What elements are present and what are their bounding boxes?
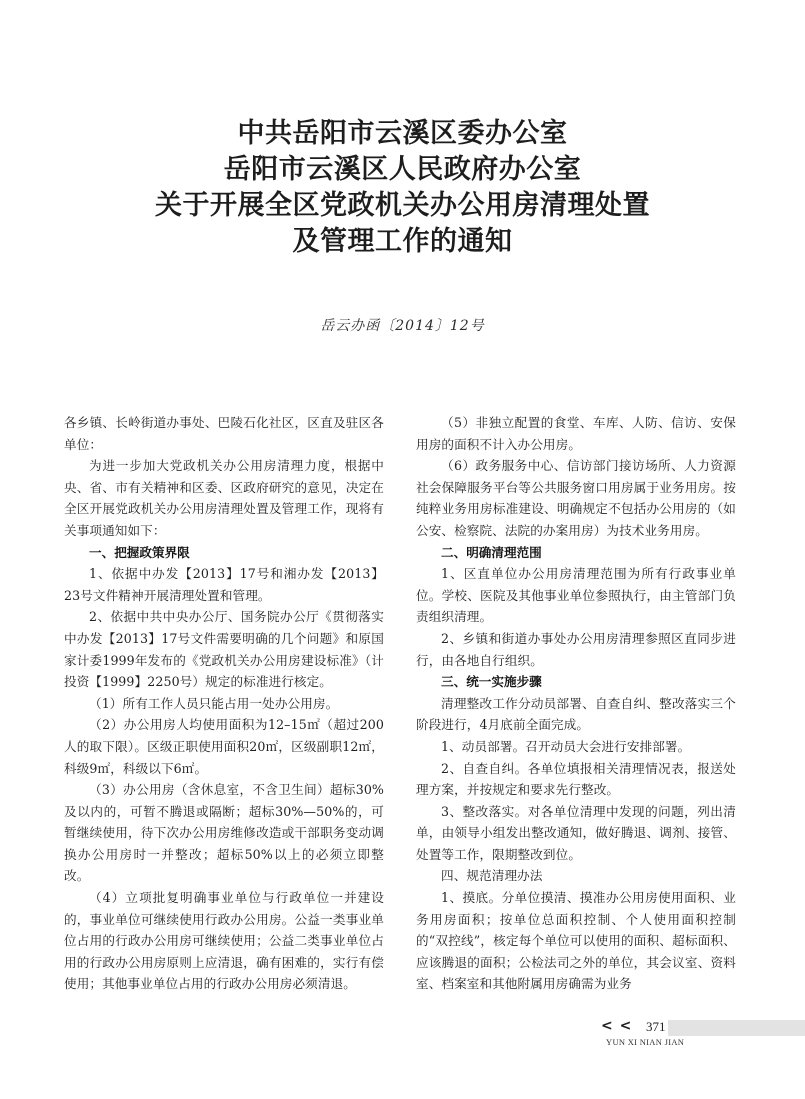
- document-title: [0, 116, 805, 260]
- paragraph: 四、规范清理办法: [441, 868, 543, 884]
- paragraph: 为进一步加大党政机关办公用房清理力度，根据中央、省、市有关精神和区委、区政府研究的意见，决定在全区开展党政机关办公用房清理处置及管理工作，现将有关事项通知如下：: [64, 458, 384, 538]
- paragraph: 1、摸底。分单位摸清、摸准办公用房使用面积、业务用房面积；按单位总面积控制、个人使用面积控制的“双控线”，核定每个单位可以使用的面积、超标面积、应该腾退的面积；公检法司之外的单位，其会议室、资料室、档案室和其他附属用房确需为业务: [416, 890, 736, 992]
- section-heading: 二、明确清理范围: [441, 544, 542, 560]
- paragraph: （3）办公用房（含休息室，不含卫生间）超标30%及以内的，可暂不腾退或隔断；超标30%—50%的，可暂继续使用，待下次办公用房维修改造或干部职务变动调换办公用房时一并整改；超标50%以上的必须立即整改。: [64, 782, 384, 884]
- title-line-2: 岳阳市云溪区人民政府办公室: [223, 154, 582, 185]
- paragraph: （6）政务服务中心、信访部门接访场所、人力资源社会保障服务平台等公共服务窗口用房属于业务用房。按纯粹业务用房标准建设、明确规定不包括办公用房的（如公安、检察院、法院的办案用房）为技术业务用房。: [416, 458, 736, 538]
- section-heading: 一、把握政策界限: [89, 544, 190, 560]
- title-line-3: 关于开展全区党政机关办公用房清理处置: [155, 190, 650, 221]
- page-arrows-icon: < <: [601, 1018, 633, 1034]
- paragraph: 各乡镇、长岭街道办事处、巴陵石化社区，区直及驻区各单位：: [64, 415, 384, 452]
- paragraph: 2、乡镇和街道办事处办公用房清理参照区直同步进行，由各地自行组织。: [416, 630, 736, 668]
- paragraph: 2、依据中共中央办公厅、国务院办公厅《贯彻落实中办发【2013】17号文件需要明确的几个问题》和原国家计委1999年发布的《党政机关办公用房建设标准》（计投资【1999】2250号）规定的标准进行核定。: [64, 609, 384, 690]
- paragraph: （5）非独立配置的食堂、车库、人防、信访、安保用房的面积不计入办公用房。: [416, 415, 736, 452]
- footer-bar: [668, 1020, 805, 1036]
- page-number: 371: [646, 1019, 666, 1034]
- paragraph: 清理整改工作分动员部署、自查自纠、整改落实三个阶段进行，4月底前全面完成。: [416, 695, 736, 733]
- right-column: [416, 412, 736, 995]
- paragraph: （1）所有工作人员只能占用一处办公用房。: [89, 695, 339, 711]
- section-heading: 三、统一实施步骤: [441, 674, 542, 690]
- document-number: 岳云办函〔2014〕12号: [320, 318, 485, 334]
- paragraph: （2）办公用房人均使用面积为12–15㎡（超过200人的取下限）。区级正职使用面积20㎡，区级副职12㎡，科级9㎡，科级以下6㎡。: [64, 717, 384, 776]
- paragraph: 1、动员部署。召开动员大会进行安排部署。: [441, 738, 691, 754]
- running-title: YUN XI NIAN JIAN: [606, 1037, 685, 1047]
- left-column: [64, 412, 384, 995]
- paragraph: 1、依据中办发【2013】17号和湘办发【2013】23号文件精神开展清理处置和管理。: [64, 566, 384, 603]
- paragraph: 1、区直单位办公用房清理范围为所有行政事业单位。学校、医院及其他事业单位参照执行，由主管部门负责组织清理。: [416, 566, 736, 625]
- title-line-1: 中共岳阳市云溪区委办公室: [237, 118, 568, 149]
- paragraph: 3、整改落实。对各单位清理中发现的问题，列出清单，由领导小组发出整改通知，做好腾退、调剂、接管、处置等工作，限期整改到位。: [416, 803, 736, 862]
- title-line-4: 及管理工作的通知: [292, 226, 513, 257]
- paragraph: 2、自查自纠。各单位填报相关清理情况表，报送处理方案，并按规定和要求先行整改。: [416, 760, 736, 798]
- paragraph: （4）立项批复明确事业单位与行政单位一并建设的，事业单位可继续使用行政办公用房。公益一类事业单位占用的行政办公用房可继续使用；公益二类事业单位占用的行政办公用房原则上应清退，确有困难的，实行有偿使用；其他事业单位占用的行政办公用房必须清退。: [64, 890, 384, 992]
